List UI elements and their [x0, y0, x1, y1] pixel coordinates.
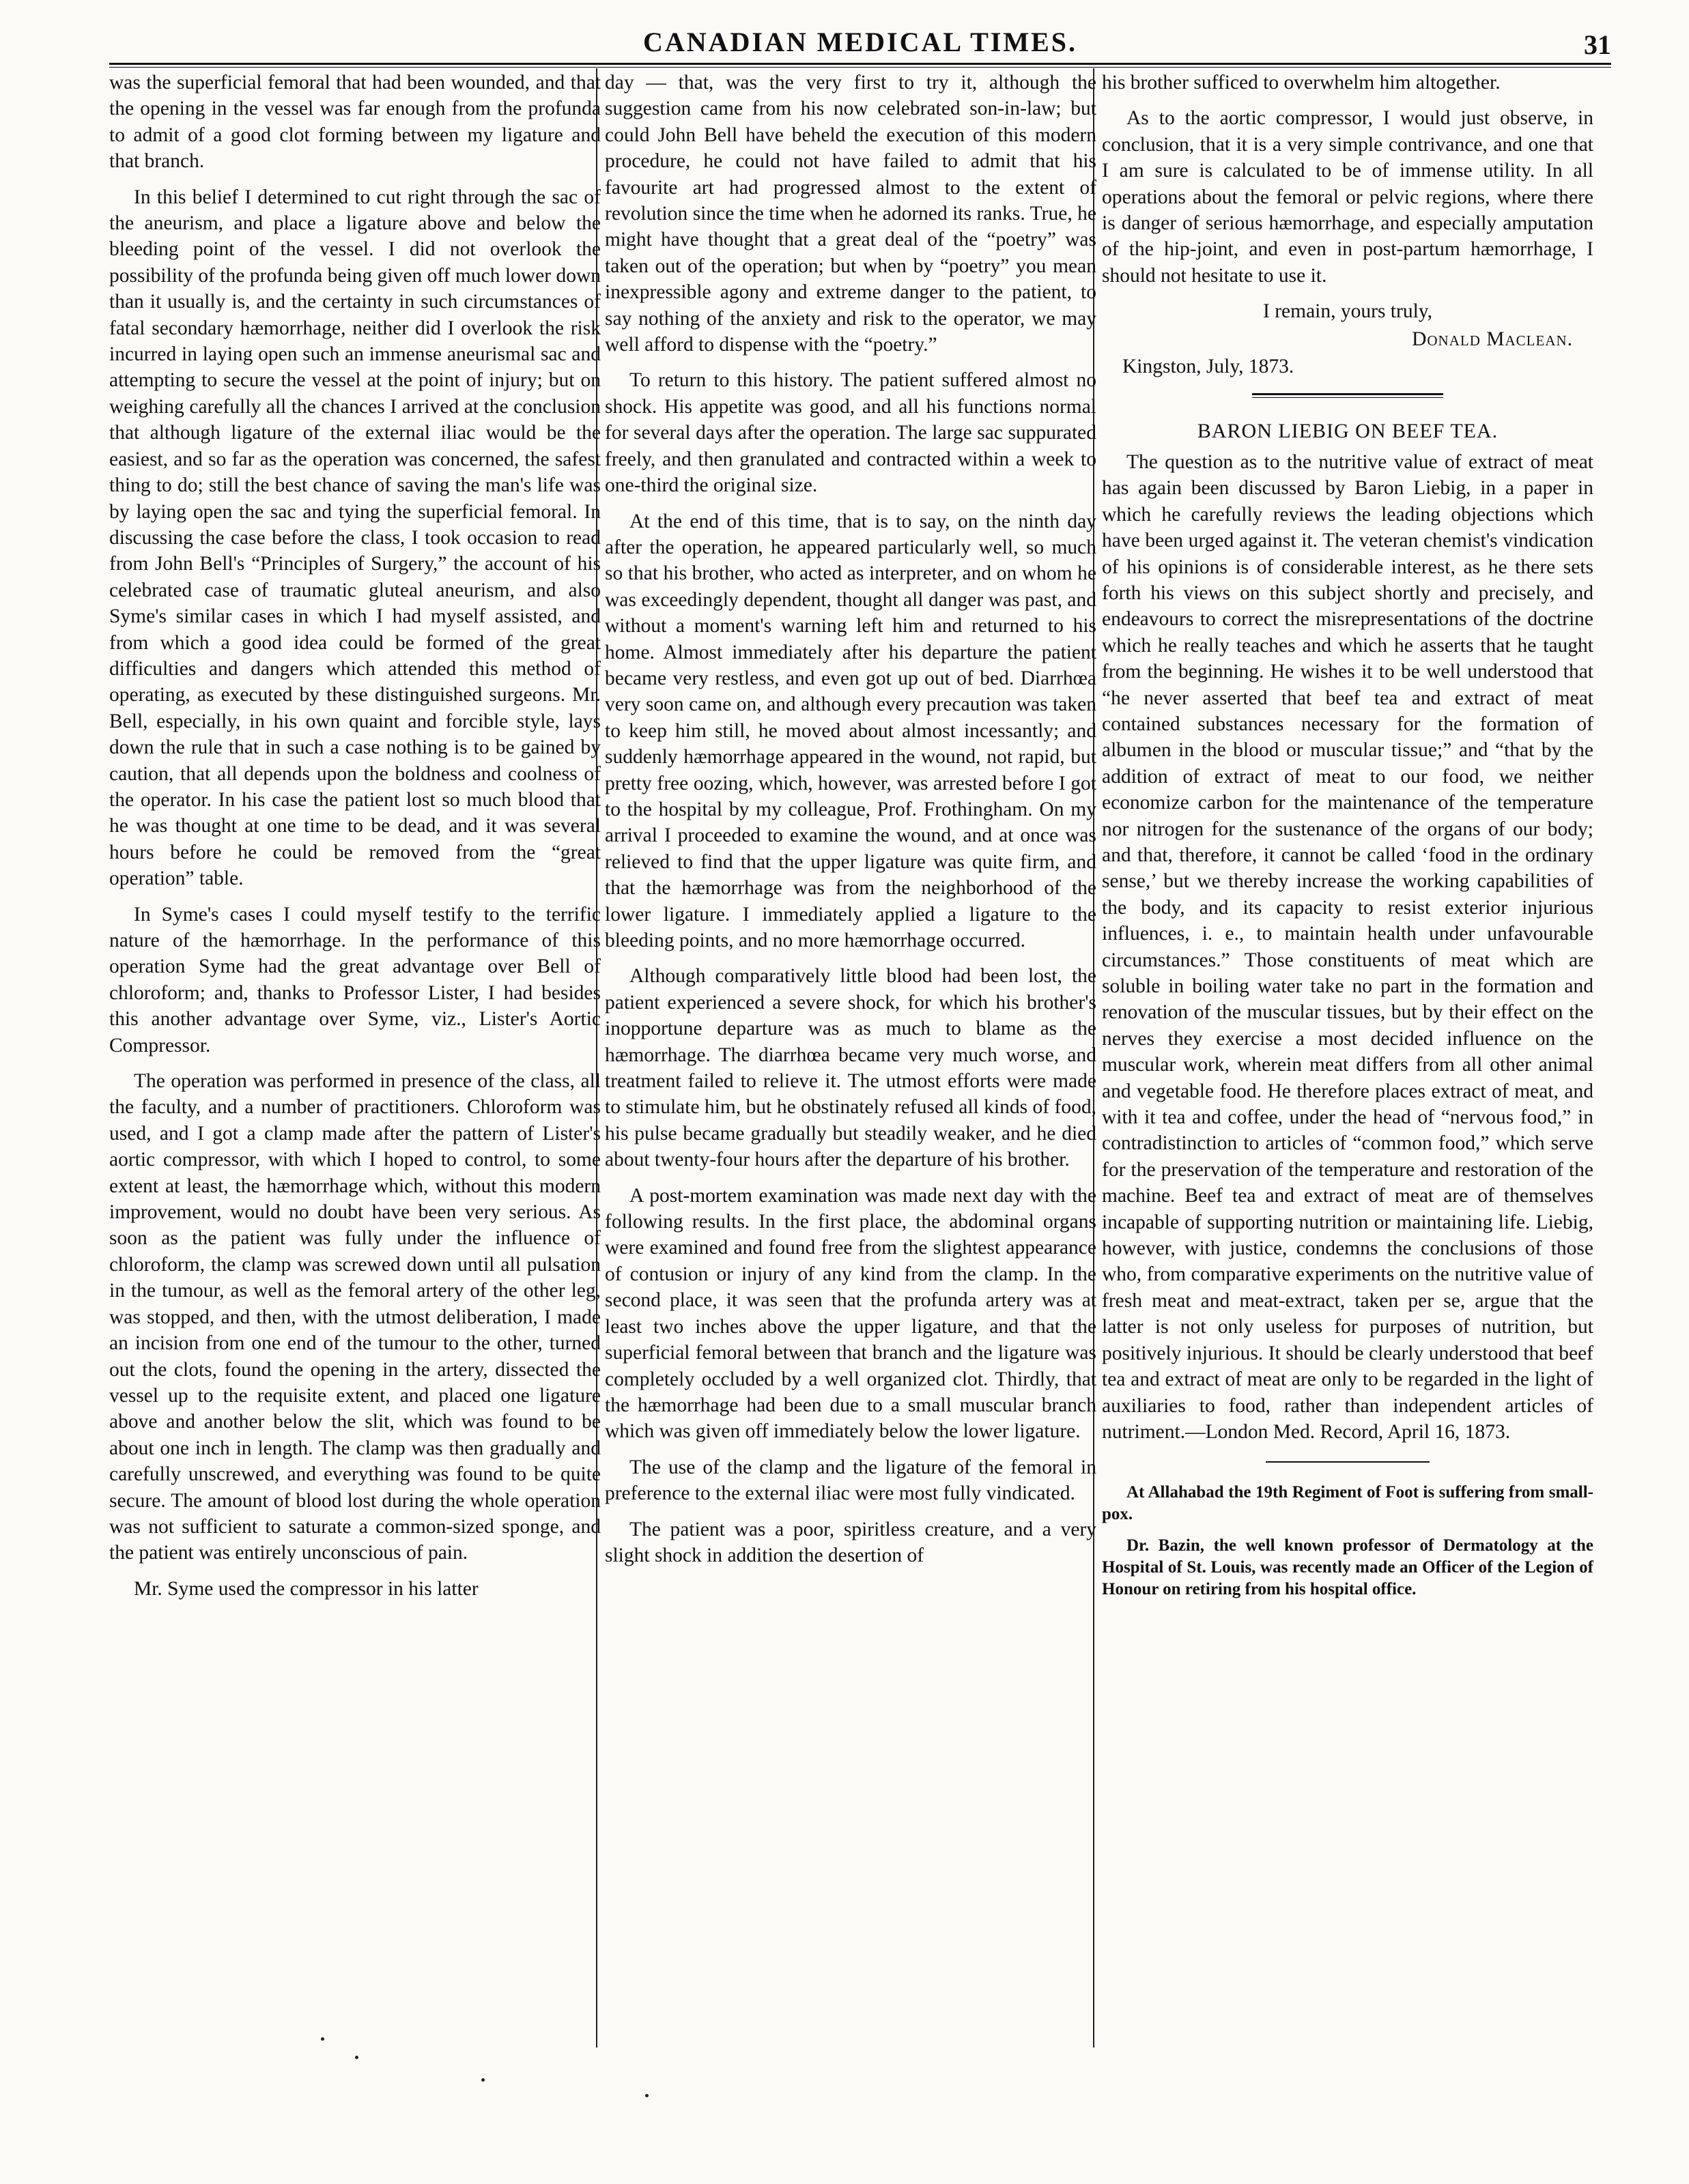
- letter-signature: Donald Maclean.: [1412, 328, 1573, 350]
- print-speck: [355, 2056, 358, 2059]
- paragraph: Mr. Syme used the compressor in his latter: [134, 1577, 479, 1600]
- section-divider: [1252, 393, 1443, 398]
- paragraph: At the end of this time, that is to say, on the ninth day after the operation, he appeared particularly well, so much so that his brother, who acted as interpreter, and on whom he was exceedingly dependent, thought all danger was past, and without a moment's warning left him and returned to his home. Almost immediately after his departure the patient became very restless, and even got up out of bed. Diarrhœa very soon came on, and although every precaution was taken to keep him still, he moved about almost incessantly; and suddenly hæmorrhage appeared in the wound, not rapid, but pretty free oozing, which, however, was arrested before I got to the hospital by my colleague, Prof. Frothingham. On my arrival I proceeded to examine the wound, and at once was relieved to find that the upper ligature was quite firm, and that the hæmorrhage was from the neighborhood of the lower ligature. I immediately applied a ligature to the bleeding points, and no more hæmorrhage occurred.: [605, 510, 1096, 951]
- paragraph: The use of the clamp and the ligature of the femoral in preference to the external iliac were most fully vindicated.: [605, 1456, 1096, 1505]
- column-3: [1102, 70, 1593, 1610]
- paragraph: The question as to the nutritive value of extract of meat has again been discussed by Baron Liebig, in a paper in which he carefully reviews the leading objections which have been urged against it. The veteran chemist's vindication of his opinions is of considerable interest, as he there sets forth his views on this subject shortly and precisely, and endeavours to correct the misrepresentations of the doctrine which he really teaches and which he asserts that he taught from the beginning. He wishes it to be well understood that “he never asserted that beef tea and extract of meat contained substances necessary for the formation of albumen in the blood or muscular tissue;” and “that by the addition of extract of meat to our food, we neither economize carbon for the maintenance of the temperature nor nitrogen for the sustenance of the organs of our body; and that, therefore, it cannot be called ‘food in the ordinary sense,’ but we thereby increase the working capabilities of the body, and its capacity to resist exterior injurious influences, i. e., to maintain health under unfavourable circumstances.” Those constituents of meat which are soluble in boiling water take no part in the formation and renovation of the muscular tissues, but by their effect on the nerves they exercise a most decided influence on the muscular work, wherein meat differs from all other animal and vegetable food. He therefore places extract of meat, and with it tea and coffee, under the head of “nervous food,” in contradistinction to articles of “common food,” which serve for the preservation of the temperature and restoration of the machine. Beef tea and extract of meat are of themselves incapable of supporting nutrition or maintaining life. Liebig, however, with justice, condemns the conclusions of those who, from comparative experiments on the nutritive value of fresh meat and meat-extract, taken per se, argue that the latter is not only useless for purposes of nutrition, but positively injurious. It should be clearly understood that beef tea and extract of meat are only to be regarded in the light of auxiliaries to food, rather than independent articles of nutriment.—London Med. Record, April 16, 1873.: [1102, 450, 1593, 1443]
- paragraph: The patient was a poor, spiritless creature, and a very slight shock in addition the desertion of: [605, 1518, 1096, 1566]
- paragraph: day — that, was the very first to try it, although the suggestion came from his now celebrated son-in-law; but could John Bell have beheld the execution of this modern procedure, he could not have failed to admit that his favourite art had progressed almost to the extent of revolution since the time when he adorned its ranks. True, he might have thought that a great deal of the “poetry” was taken out of the operation; but when by “poetry” you mean inexpressible agony and extreme danger to the patient, to say nothing of the anxiety and risk to the operator, we may well afford to dispense with the “poetry.”: [605, 72, 1096, 356]
- paragraph: Although comparatively little blood had been lost, the patient experienced a severe shock, for which his brother's inopportune departure was as much to blame as the hæmorrhage. The diarrhœa became very much worse, and treatment failed to relieve it. The utmost efforts were made to stimulate him, but he obstinately refused all kinds of food, his pulse became gradually but steadily weaker, and he died about twenty-four hours after the departure of his brother.: [605, 965, 1096, 1171]
- column-1: [109, 70, 601, 1611]
- letter-signoff: I remain, yours truly,: [1263, 300, 1432, 323]
- news-item: Dr. Bazin, the well known professor of Dermatology at the Hospital of St. Louis, was recently made an Officer of the Legion of Honour on retiring from his hospital office.: [1102, 1536, 1593, 1599]
- news-item: At Allahabad the 19th Regiment of Foot is suffering from small-pox.: [1102, 1483, 1593, 1524]
- letter-dateline: Kingston, July, 1873.: [1122, 356, 1294, 378]
- paragraph: In this belief I determined to cut right through the sac of the aneurism, and place a ligature above and below the bleeding point of the vessel. I did not overlook the possibility of the profunda being given off much lower down than it usually is, and the certainty in such circumstances of fatal secondary hæmorrhage, neither did I overlook the risk incurred in laying open such an immense aneurismal sac and attempting to secure the vessel at the point of injury; but on weighing carefully all the chances I arrived at the conclusion that although ligature of the external iliac would be the easiest, and so far as the operation was concerned, the safest thing to do; still the best chance of saving the man's life was by laying open the sac and tying the superficial femoral. In discussing the case before the class, I took occasion to read from John Bell's “Principles of Surgery,” the account of his celebrated case of traumatic gluteal aneurism, and also Syme's similar cases in which I had myself assisted, and from which a good idea could be formed of the great difficulties and dangers which attended this method of operating, as executed by these distinguished surgeons. Mr. Bell, especially, in his own quaint and forcible style, lays down the rule that in such a case nothing is to be gained by caution, that all depends upon the boldness and coolness of the operator. In his case the patient lost so much blood that he was thought at one time to be dead, and it was several hours before he could be removed from the “great operation” table.: [109, 186, 601, 890]
- paragraph: The operation was performed in presence of the class, all the faculty, and a number of practitioners. Chloroform was used, and I got a clamp made after the pattern of Lister's aortic compressor, with which I hoped to control, to some extent at least, the hæmorrhage which, without this modern improvement, would no doubt have been very serious. As soon as the patient was fully under the influence of chloroform, the clamp was screwed down until all pulsation in the tumour, as well as the femoral artery of the other leg, was stopped, and then, with the utmost deliberation, I made an incision from one end of the tumour to the other, turned out the clots, found the opening in the artery, dissected the vessel up to the requisite extent, and placed one ligature above and another below the slit, which was found to be about one inch in length. The clamp was then gradually and carefully unscrewed, and everything was found to be quite secure. The amount of blood lost during the whole operation was not sufficient to saturate a common-sized sponge, and the patient was entirely unconscious of pain.: [109, 1070, 601, 1564]
- paragraph: As to the aortic compressor, I would just observe, in conclusion, that it is a very simple contrivance, and one that I am sure is calculated to be of immense utility. In all operations about the femoral or pelvic regions, where there is danger of serious hæmorrhage, and especially amputation of the hip-joint, and even in post-partum hæmorrhage, I should not hesitate to use it.: [1102, 107, 1593, 287]
- paragraph: To return to this history. The patient suffered almost no shock. His appetite was good, and all his functions normal for several days after the operation. The large sac suppurated freely, and then granulated and contracted within a week to one-third the original size.: [605, 369, 1096, 497]
- journal-title: CANADIAN MEDICAL TIMES.: [642, 27, 1078, 57]
- page-header: [109, 25, 1611, 64]
- paragraph: was the superficial femoral that had been wounded, and that the opening in the vessel was far enough from the profunda to admit of a good clot forming between my ligature and that branch.: [109, 72, 601, 173]
- header-rule: [109, 63, 1611, 68]
- print-speck: [645, 2094, 649, 2097]
- print-speck: [321, 2037, 324, 2041]
- column-2: [605, 70, 1096, 1578]
- paragraph: In Syme's cases I could myself testify to the terrific nature of the hæmorrhage. In the performance of this operation Syme had the great advantage over Bell of chloroform; and, thanks to Professor Lister, I had besides this another advantage over Syme, viz., Lister's Aortic Compressor.: [109, 903, 601, 1057]
- print-speck: [481, 2078, 485, 2082]
- page-number: 31: [1584, 29, 1611, 60]
- paragraph: A post-mortem examination was made next day with the following results. In the first place, the abdominal organs were examined and found free from the slightest appearance of contusion or injury of any kind from the clamp. In the second place, it was seen that the profunda artery was at least two inches above the upper ligature, and that the superficial femoral between that branch and the ligature was completely occluded by a well organized clot. Thirdly, that the hæmorrhage had been due to a small muscular branch which was given off immediately below the lower ligature.: [605, 1184, 1096, 1443]
- paragraph: his brother sufficed to overwhelm him altogether.: [1102, 72, 1501, 94]
- article-heading: BARON LIEBIG ON BEEF TEA.: [1197, 420, 1499, 443]
- section-divider: [1266, 1461, 1430, 1463]
